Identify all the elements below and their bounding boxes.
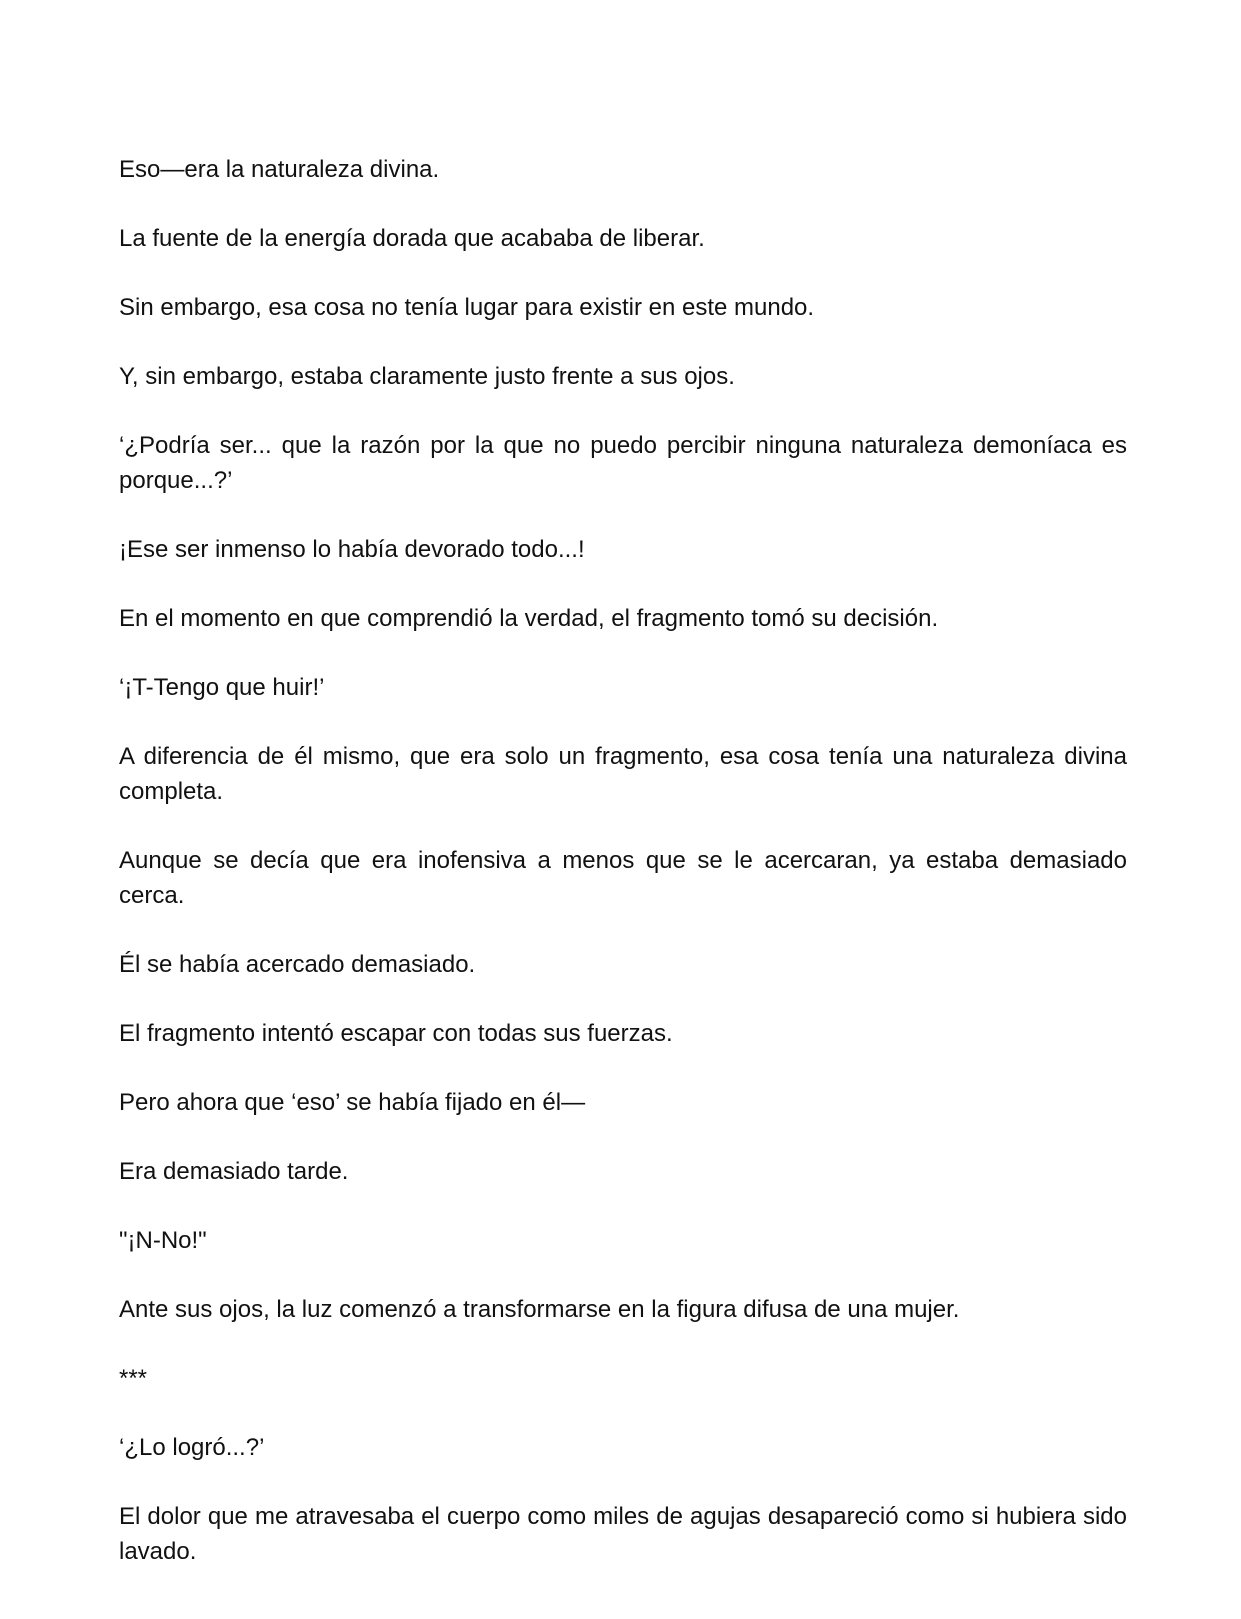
document-body: [119, 152, 1127, 1603]
paragraph: Él se había acercado demasiado.: [119, 951, 476, 978]
paragraph: ‘¡T-Tengo que huir!’: [119, 674, 325, 701]
paragraph: El dolor que me atravesaba el cuerpo como miles de agujas desapareció como si hubiera sido lavado.: [119, 1503, 1127, 1565]
paragraph: ‘¿Lo logró...?’: [119, 1434, 265, 1461]
paragraph: Era demasiado tarde.: [119, 1158, 349, 1185]
paragraph: Pero ahora que ‘eso’ se había fijado en él—: [119, 1089, 586, 1116]
paragraph: ‘¿Podría ser... que la razón por la que no puedo percibir ninguna naturaleza demoníaca es porque...?’: [119, 432, 1127, 494]
paragraph: Aunque se decía que era inofensiva a menos que se le acercaran, ya estaba demasiado cerca.: [119, 847, 1127, 909]
paragraph: A diferencia de él mismo, que era solo un fragmento, esa cosa tenía una naturaleza divina completa.: [119, 743, 1127, 805]
paragraph: "¡N-No!": [119, 1227, 207, 1254]
paragraph: El fragmento intentó escapar con todas sus fuerzas.: [119, 1020, 673, 1047]
paragraph: En el momento en que comprendió la verdad, el fragmento tomó su decisión.: [119, 605, 939, 632]
paragraph: ¡Ese ser inmenso lo había devorado todo...!: [119, 536, 585, 563]
paragraph: Y, sin embargo, estaba claramente justo frente a sus ojos.: [119, 363, 735, 390]
paragraph: Eso—era la naturaleza divina.: [119, 156, 440, 183]
paragraph: Sin embargo, esa cosa no tenía lugar para existir en este mundo.: [119, 294, 815, 321]
section-separator: ***: [119, 1365, 148, 1392]
paragraph: La fuente de la energía dorada que acababa de liberar.: [119, 225, 705, 252]
paragraph: Ante sus ojos, la luz comenzó a transformarse en la figura difusa de una mujer.: [119, 1296, 960, 1323]
